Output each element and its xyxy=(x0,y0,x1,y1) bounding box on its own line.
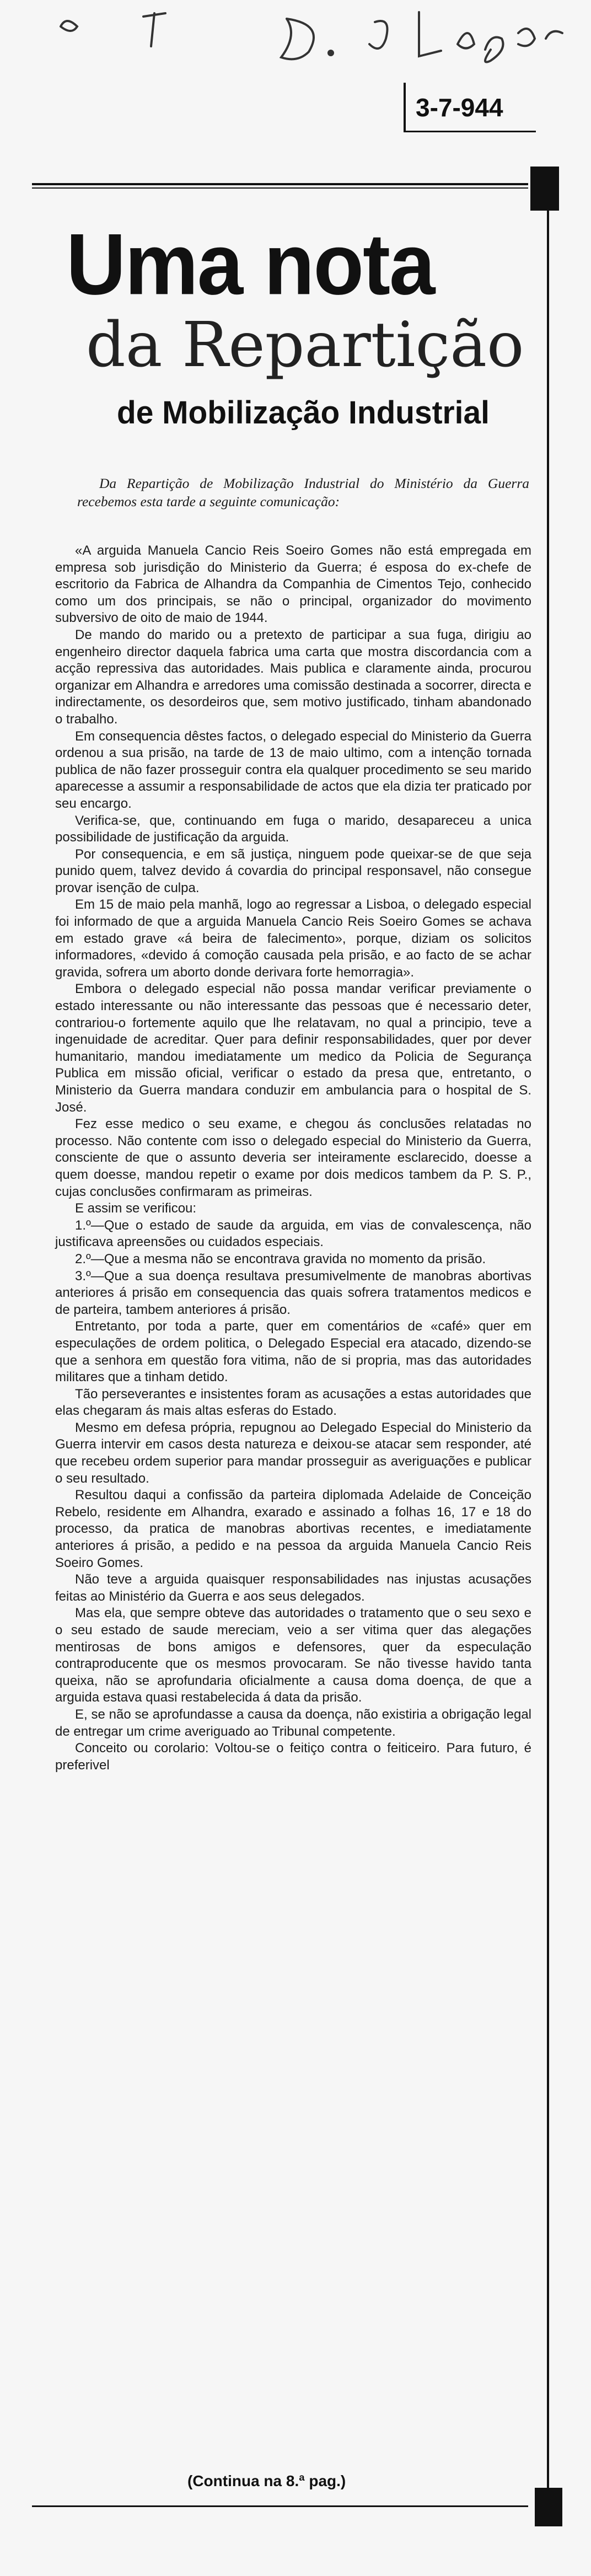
paragraph: Em 15 de maio pela manhã, logo ao regressar a Lisboa, o delegado especial foi informado de que a arguida Manuela Cancio Reis Soeiro Gomes se achava em estado grave «á beira de falecimento», porque, diziam os solicitos informadores, «devido á comoção causada pela prisão, e ao facto de se achar gravida, sofrera um aborto donde derivara forte hemorragia». xyxy=(55,897,531,980)
top-rule xyxy=(32,183,528,185)
paragraph: 1.º—Que o estado de saude da arguida, em vias de convalescença, não justificava apreensões ou cuidados especiais. xyxy=(55,1217,531,1250)
top-rule-thin xyxy=(32,187,528,189)
bottom-rule xyxy=(32,2505,528,2507)
continued-note: (Continua na 8.ª pag.) xyxy=(187,2472,346,2489)
paragraph: Por consequencia, e em sã justiça, ninguem pode queixar-se de que seja punido quem, talvez devido á covardia do principal responsavel, não consegue provar isenção de culpa. xyxy=(55,846,531,895)
paragraph: E assim se verificou: xyxy=(75,1201,197,1216)
paragraph: Fez esse medico o seu exame, e chegou ás conclusões relatadas no processo. Não contente com isso o delegado especial do Ministerio da Guerra, consciente de que o assunto deveria ser inteiramente esclarecido, doesse a quem doesse, mandou repetir o exame por dois medicos tambem da P. S. P., cujas conclusões confirmaram as primeiras. xyxy=(55,1117,531,1199)
headline-line-1: Uma nota xyxy=(66,215,434,313)
paragraph: E, se não se aprofundasse a causa da doença, não existiria a obrigação legal de entregar um crime averiguado ao Tribunal competente. xyxy=(55,1706,531,1739)
date-stamp: 3-7-944 xyxy=(404,83,536,132)
paragraph: Verifica-se, que, continuando em fuga o marido, desapareceu a unica possibilidade de justificação da arguida. xyxy=(55,813,531,845)
paragraph: Mesmo em defesa própria, repugnou ao Delegado Especial do Ministerio da Guerra intervir em casos desta natureza e deixou-se atacar sem responder, até que recebeu ordem superior para mandar prosseguir as averiguações e publicar o seu resultado. xyxy=(55,1420,531,1486)
handwritten-signature xyxy=(0,0,591,83)
side-rule xyxy=(547,211,549,2493)
corner-block-top xyxy=(530,167,559,211)
corner-block-bottom xyxy=(535,2488,562,2526)
paragraph: Entretanto, por toda a parte, quer em comentários de «café» quer em especulações de ordem politica, o Delegado Especial era atacado, dizendo-se que a senhora em questão fora vitima, não de si propria, mas das autoridades militares que a tinham detido. xyxy=(55,1319,531,1385)
article-body xyxy=(55,543,531,1774)
intro-paragraph xyxy=(77,474,529,511)
headline-line-3: de Mobilização Industrial xyxy=(117,395,490,431)
paragraph: «A arguida Manuela Cancio Reis Soeiro Gomes não está empregada em empresa sob jurisdição do Ministerio da Guerra; é esposa do ex-chefe de escritorio da Fabrica de Alhandra da Companhia de Cimentos Tejo, conhecido como um dos principais, se não o principal, organizador do movimento subversivo de oito de maio de 1944. xyxy=(55,543,531,626)
paragraph: Tão perseverantes e insistentes foram as acusações a estas autoridades que elas chegaram ás mais altas esferas do Estado. xyxy=(55,1386,531,1419)
paragraph: De mando do marido ou a pretexto de participar a sua fuga, dirigiu ao engenheiro director daquela fabrica uma carta que mostra discordancia com a acção repressiva das autoridades. Mais publica e claramente ainda, procurou organizar em Alhandra e arredores uma comissão destinada a socorrer, directa e indirectamente, os desordeiros que, sem motivo justificado, tinham abandonado o trabalho. xyxy=(55,627,531,727)
paragraph: Mas ela, que sempre obteve das autoridades o tratamento que o seu sexo e o seu estado de saude mereciam, veio a ser vitima quer das alegações mentirosas de bons amigos e defensores, quer da especulação contraproducente que os mesmos provocaram. Se não tivesse havido tanta queixa, não se aprofundaria oficialmente a causa doma doença, de que a arguida estava quasi restabelecida á data da prisão. xyxy=(55,1606,531,1705)
paragraph: Resultou daqui a confissão da parteira diplomada Adelaide de Conceição Rebelo, residente em Alhandra, exarado e assinado a folhas 16, 17 e 18 do processo, da pratica de manobras abortivas recentes, e imediatamente anteriores á prisão, a pedido e na pessoa da arguida Manuela Cancio Reis Soeiro Gomes. xyxy=(55,1488,531,1570)
paragraph: Embora o delegado especial não possa mandar verificar previamente o estado interessante ou não interessante das pessoas que é necessario deter, contrariou-o fortemente aquilo que lhe relatavam, no qual a principio, teve a ingenuidade de acreditar. Quer para definir responsabilidades, quer por dever humanitario, mandou imediatamente um medico da Policia de Segurança Publica em missão oficial, verificar o estado da presa que, entretanto, o Ministerio da Guerra mandara conduzir em ambulancia para o hospital de S. José. xyxy=(55,981,531,1115)
paragraph: Conceito ou corolario: Voltou-se o feitiço contra o feiticeiro. Para futuro, é preferivel xyxy=(55,1741,531,1773)
headline-line-2: da Repartição xyxy=(86,309,524,381)
paragraph: Em consequencia dêstes factos, o delegado especial do Ministerio da Guerra ordenou a sua prisão, na tarde de 13 de maio ultimo, com a intenção tornada publica de não fazer prosseguir contra ela qualquer procedimento se seu marido aparecesse a assumir a responsabilidade de actos que ela dizia ter praticado por seu encargo. xyxy=(55,728,531,811)
intro-text: Da Repartição de Mobilização Industrial do Ministério da Guerra recebemos esta tarde a seguinte comunicação: xyxy=(77,475,529,509)
article xyxy=(22,150,579,2565)
paragraph: 3.º—Que a sua doença resultava presumivelmente de manobras abortivas anteriores á prisão em consequencia das quais sofrera tratamentos medicos e de parteira, tambem anteriores á prisão. xyxy=(55,1268,531,1317)
paragraph: Não teve a arguida quaisquer responsabilidades nas injustas acusações feitas ao Ministério da Guerra e aos seus delegados. xyxy=(55,1572,531,1604)
handwritten-annotation xyxy=(0,0,591,83)
paragraph: 2.º—Que a mesma não se encontrava gravida no momento da prisão. xyxy=(75,1251,486,1266)
